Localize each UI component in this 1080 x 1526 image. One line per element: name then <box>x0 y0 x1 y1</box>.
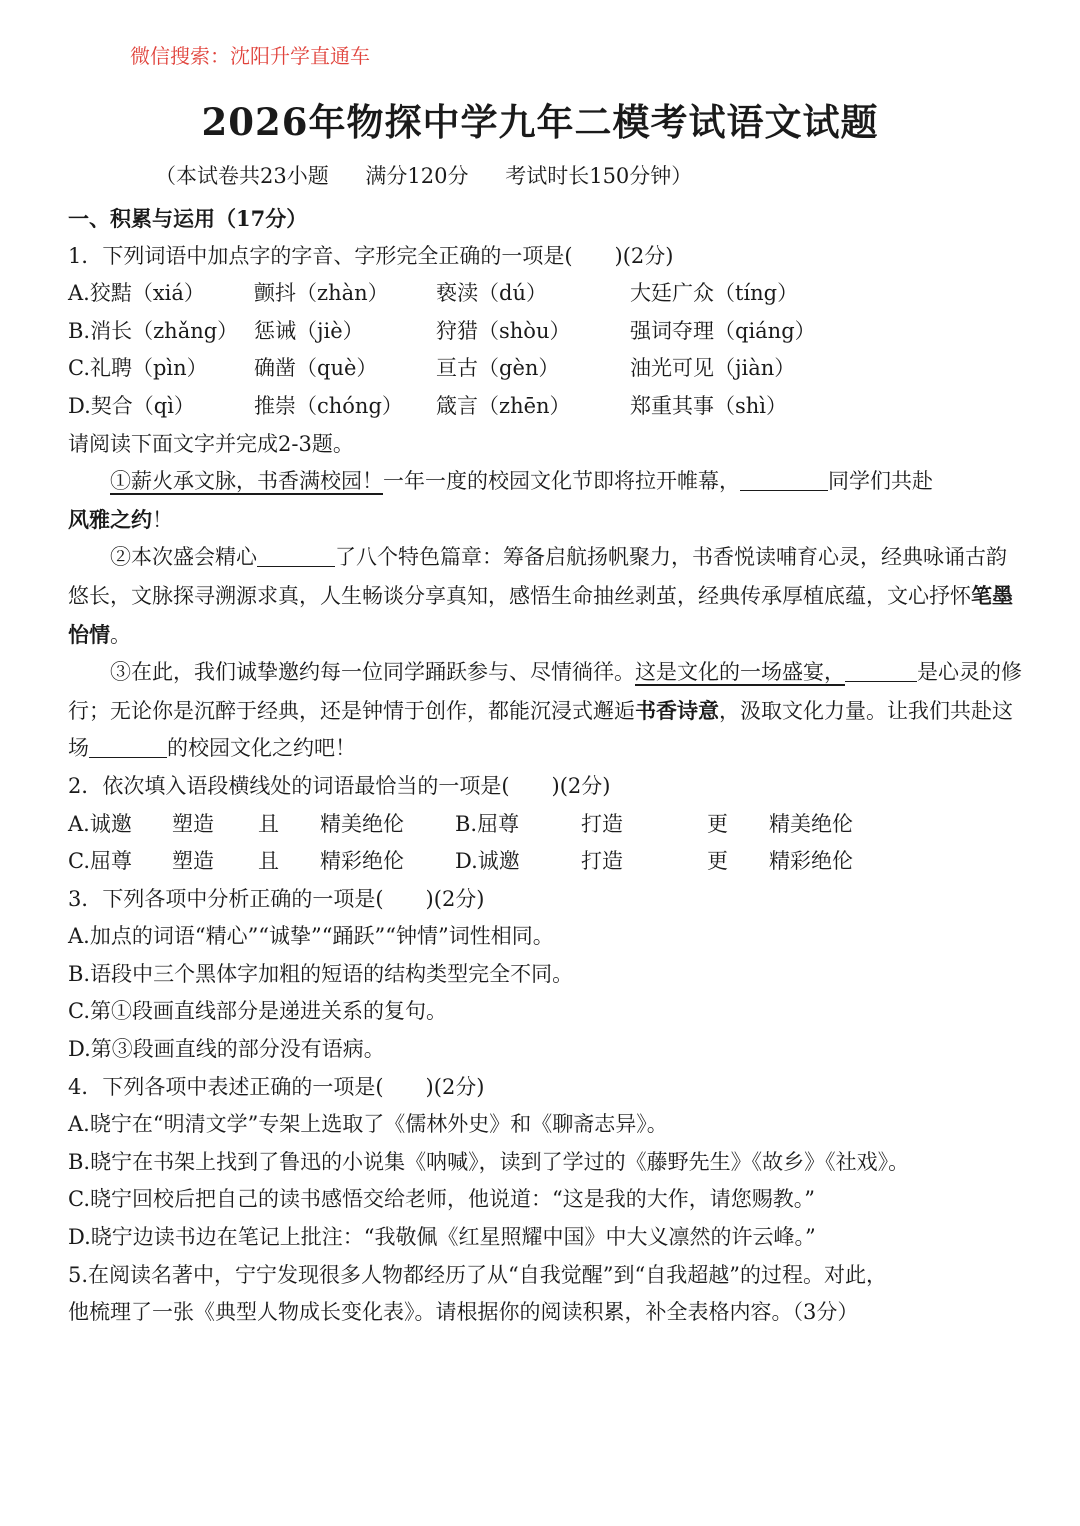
question-3-option-a: A.加点的词语“精心”“诚挚”“踊跃”“钟情”词性相同。 <box>68 924 554 949</box>
bold-phrase: 笔墨怡情 <box>68 582 1013 647</box>
fill-blank <box>740 466 828 491</box>
option-word: 精彩绝伦 <box>769 849 853 874</box>
passage-text: 的校园文化之约吧！ <box>167 736 356 761</box>
option-word: 打造 <box>581 811 623 836</box>
option-word: 狩猎（shòu） <box>436 318 571 343</box>
option-word: 箴言（zhēn） <box>436 393 571 418</box>
bold-phrase: 风雅之约 <box>68 506 152 532</box>
option-word: 推崇（chóng） <box>254 393 403 418</box>
passage-text: ②本次盛会精心 <box>110 545 257 570</box>
passage-text: 。 <box>110 622 131 647</box>
passage-text: 了八个特色篇章：筹备启航扬帆聚力，书香悦读哺育心灵，经典咏诵古韵悠长，文脉探寻溯源求真，人生畅谈分享真知，感悟生命抽丝剥茧，经典传承厚植底蕴，文心抒怀 <box>68 545 1007 608</box>
underlined-sentence: 这是文化的一场盛宴， <box>635 660 845 685</box>
option-word: C.礼聘（pìn） <box>68 356 208 381</box>
passage-text: 同学们共赴 <box>828 469 933 494</box>
option-word: 精美绝伦 <box>320 811 404 836</box>
option-word: D.契合（qì） <box>68 393 195 418</box>
question-2-options-row-2 <box>68 843 1023 881</box>
question-4-option-d: D.晓宁边读书边在笔记上批注：“我敬佩《红星照耀中国》中大义凛然的许云峰。” <box>68 1225 816 1250</box>
watermark: 微信搜索：沈阳升学直通车 <box>130 44 370 68</box>
option-word: 亘古（gèn） <box>436 356 560 381</box>
option-word: 郑重其事（shì） <box>630 393 788 418</box>
question-3-option-c: C.第①段画直线部分是递进关系的复句。 <box>68 999 447 1024</box>
option-word: 大廷广众（tíng） <box>630 281 799 306</box>
section-heading: 一、积累与运用（17分） <box>68 206 308 231</box>
fill-blank <box>845 657 917 682</box>
exam-info <box>155 160 722 190</box>
option-word: 强词夺理（qiáng） <box>630 318 816 343</box>
passage-text: ③在此，我们诚挚邀约每一位同学踊跃参与、尽情徜徉。 <box>110 660 635 685</box>
question-5-line-1: 5.在阅读名著中，宁宁发现很多人物都经历了从“自我觉醒”到“自我超越”的过程。对此， <box>68 1262 887 1287</box>
option-word: 精彩绝伦 <box>320 849 404 874</box>
option-word: 更 <box>707 811 728 836</box>
option-word: A.诚邀 <box>68 811 132 836</box>
question-5-line-2: 他梳理了一张《典型人物成长变化表》。请根据你的阅读积累，补全表格内容。（3分） <box>68 1300 859 1325</box>
option-word: 亵渎（dú） <box>436 281 547 306</box>
exam-info-count: （本试卷共23小题 <box>155 164 329 188</box>
option-word: 颤抖（zhàn） <box>254 281 389 306</box>
passage-paragraph-2 <box>68 539 1023 654</box>
question-3-stem: 3．下列各项中分析正确的一项是( )(2分) <box>68 886 485 911</box>
question-4-option-a: A.晓宁在“明清文学”专架上选取了《儒林外史》和《聊斋志异》。 <box>68 1112 668 1137</box>
exam-info-score: 满分120分 <box>365 164 469 188</box>
question-4-stem: 4．下列各项中表述正确的一项是( )(2分) <box>68 1074 485 1099</box>
option-word: A.狡黠（xiá） <box>68 281 205 306</box>
exam-info-time: 考试时长150分钟） <box>505 164 693 188</box>
passage-text: ，汲取文化力量。让我们共赴这场 <box>68 698 1013 761</box>
passage-paragraph-3 <box>68 654 1023 768</box>
option-word: 惩诫（jiè） <box>254 318 364 343</box>
fill-blank <box>89 733 167 758</box>
question-1-option-c <box>68 350 1023 388</box>
option-word: 塑造 <box>172 849 214 874</box>
option-word: 塑造 <box>172 811 214 836</box>
passage-paragraph-1 <box>68 463 1023 539</box>
passage-text: 是心灵的修行；无论你是沉醉于经典，还是钟情于创作，都能沉浸式邂逅 <box>68 660 1022 723</box>
question-1-option-a <box>68 275 1023 313</box>
underlined-sentence: ①薪火承文脉，书香满校园！ <box>110 469 383 494</box>
option-word: 打造 <box>581 849 623 874</box>
passage-text: ！ <box>152 507 173 532</box>
option-word: 精美绝伦 <box>769 811 853 836</box>
question-2-stem: 2．依次填入语段横线处的词语最恰当的一项是( )(2分) <box>68 773 611 798</box>
option-word: 且 <box>258 811 279 836</box>
question-1-option-b <box>68 313 1023 351</box>
option-word: B.屈尊 <box>455 811 520 836</box>
exam-content <box>68 200 1023 1332</box>
option-word: 且 <box>258 849 279 874</box>
option-word: C.屈尊 <box>68 849 132 874</box>
page-title: 2026年物探中学九年二模考试语文试题 <box>201 100 879 144</box>
option-word: 更 <box>707 849 728 874</box>
option-word: 确凿（què） <box>254 356 378 381</box>
bold-phrase: 书香诗意 <box>635 697 719 723</box>
question-2-options-row-1 <box>68 806 1023 844</box>
passage-text: 一年一度的校园文化节即将拉开帷幕， <box>383 469 740 494</box>
question-1-stem: 1．下列词语中加点字的字音、字形完全正确的一项是( )(2分) <box>68 243 674 268</box>
question-3-option-d: D.第③段画直线的部分没有语病。 <box>68 1037 385 1062</box>
option-word: D.诚邀 <box>455 849 520 874</box>
question-1-option-d <box>68 388 1023 426</box>
question-3-option-b: B.语段中三个黑体字加粗的短语的结构类型完全不同。 <box>68 961 574 986</box>
reading-intro: 请阅读下面文字并完成2-3题。 <box>68 431 354 456</box>
option-word: 油光可见（jiàn） <box>630 356 796 381</box>
fill-blank <box>257 542 335 567</box>
option-word: B.消长（zhǎng） <box>68 318 239 343</box>
question-4-option-b: B.晓宁在书架上找到了鲁迅的小说集《呐喊》，读到了学过的《藤野先生》《故乡》《社戏》。 <box>68 1149 910 1174</box>
question-4-option-c: C.晓宁回校后把自己的读书感悟交给老师，他说道：“这是我的大作，请您赐教。” <box>68 1187 815 1212</box>
